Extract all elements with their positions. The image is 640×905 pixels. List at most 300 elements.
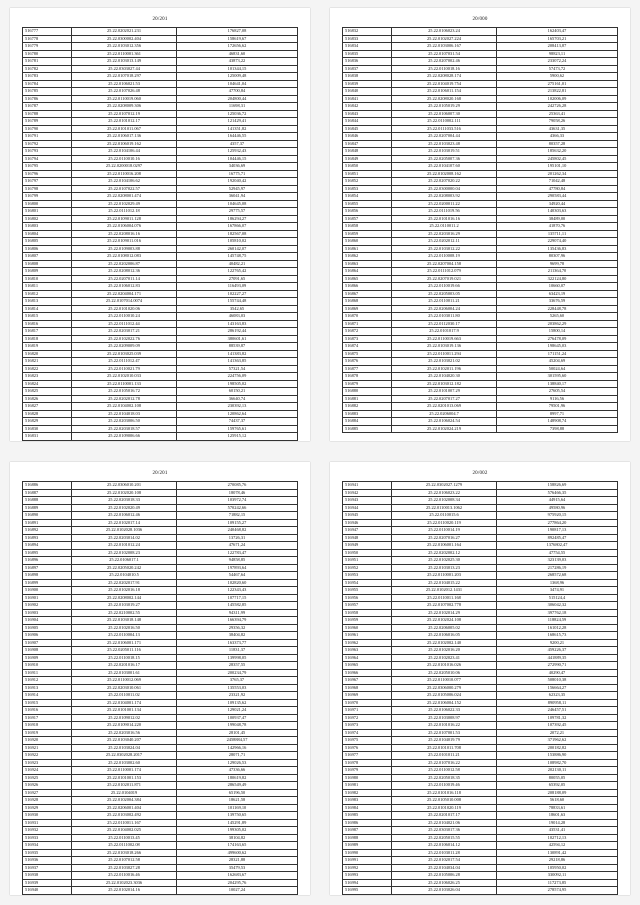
account-code-cell: 25.22.0103018.266 (72, 849, 177, 857)
record-id-cell: 516874 (343, 343, 392, 351)
amount-cell: 5265,60 (497, 313, 618, 321)
amount-cell: 138840,17 (497, 380, 618, 388)
record-id-cell: 516948 (343, 534, 392, 542)
amount-cell: 46083,03 (177, 313, 298, 321)
amount-cell: 202130,11 (497, 767, 618, 775)
amount-cell: 570242,66 (177, 504, 298, 512)
account-code-cell: 25.22.0110019.66 (392, 283, 497, 291)
account-code-cell: 25.22.0103008.97 (392, 714, 497, 722)
amount-cell: 45204,69 (497, 358, 618, 366)
amount-cell: 142966,16 (177, 744, 298, 752)
amount-cell: 102712,13 (497, 834, 618, 842)
amount-cell: 23321,92 (177, 692, 298, 700)
account-code-cell: 25.22.0111012.44 (72, 320, 177, 328)
account-code-cell: 25.22.0102024.219 (392, 425, 497, 433)
page-number: 20/201 (152, 471, 168, 476)
amount-cell: 230392,13 (177, 403, 298, 411)
account-code-cell: 25.22.0110013.1062 (392, 504, 497, 512)
account-code-cell: 25.22.0207004.44 (392, 133, 497, 141)
table-row (343, 125, 618, 133)
table-row (23, 283, 298, 291)
amount-cell: 42594,12 (497, 842, 618, 850)
record-id-cell: 516939 (23, 879, 72, 887)
table-row (23, 260, 298, 268)
table-row (23, 879, 298, 887)
account-code-cell: 25.22.0103040.207 (72, 737, 177, 745)
amount-cell: 4357,37 (177, 140, 298, 148)
amount-cell: 28101,45 (177, 729, 298, 737)
record-id-cell: 516930 (23, 812, 72, 820)
table-row (343, 230, 618, 238)
table-row (23, 812, 298, 820)
amount-cell: 36640,74 (177, 395, 298, 403)
table-row (23, 103, 298, 111)
account-code-cell: 25.22.0110011.294 (392, 350, 497, 358)
record-id-cell: 516892 (23, 527, 72, 535)
record-id-cell: 516871 (343, 320, 392, 328)
account-code-cell: 25.22.0110012.58 (392, 767, 497, 775)
record-id-cell: 516806 (23, 245, 72, 253)
record-id-cell: 516839 (343, 80, 392, 88)
amount-cell: 40482,21 (177, 260, 298, 268)
amount-cell: 35479,53 (177, 864, 298, 872)
table-row (343, 215, 618, 223)
table-row (343, 677, 618, 685)
record-id-cell: 516869 (343, 305, 392, 313)
account-code-cell: 25.22.0110011.21 (392, 298, 497, 306)
account-code-cell: 25.22.0103018.148 (72, 617, 177, 625)
account-code-cell: 25.22.0101016.118 (392, 789, 497, 797)
amount-cell: 199048,78 (177, 722, 298, 730)
account-code-cell: 25.22.0105006.28 (392, 872, 497, 880)
table-row (343, 155, 618, 163)
account-code-cell: 25.22.0106012.83 (72, 283, 177, 291)
record-id-cell: 516904 (23, 617, 72, 625)
amount-cell: 29775,57 (177, 208, 298, 216)
table-row (343, 579, 618, 587)
record-id-cell: 516798 (23, 185, 72, 193)
table-row (343, 857, 618, 865)
record-id-cell: 516822 (23, 365, 72, 373)
amount-cell: 204800,44 (177, 95, 298, 103)
table-row (23, 230, 298, 238)
amount-cell: 38104,82 (177, 834, 298, 842)
record-id-cell: 516977 (343, 752, 392, 760)
account-code-cell: 25.22.0303017.36 (392, 827, 497, 835)
table-row (343, 328, 618, 336)
record-id-cell: 516965 (343, 662, 392, 670)
amount-cell: 141351,82 (177, 125, 298, 133)
table-row (343, 759, 618, 767)
account-code-cell: 25.22.0210002.55 (72, 609, 177, 617)
table-row (23, 662, 298, 670)
account-code-cell: 25.22.0110011.168 (392, 594, 497, 602)
amount-cell: 15800,14 (497, 328, 618, 336)
table-row (23, 373, 298, 381)
account-code-cell: 25.22.0111012.079 (392, 268, 497, 276)
record-id-cell: 516995 (343, 887, 392, 895)
table-row (23, 489, 298, 497)
account-code-cell: 25.22.0104002.108 (72, 403, 177, 411)
account-code-cell: 25.22.0109012.02 (72, 714, 177, 722)
amount-cell: 125915,12 (177, 433, 298, 441)
account-code-cell: 25.22.0104018.03 (72, 410, 177, 418)
record-id-cell: 516929 (23, 804, 72, 812)
amount-cell: 117273,85 (497, 879, 618, 887)
record-id-cell: 516980 (343, 774, 392, 782)
amount-cell: 166394,79 (177, 617, 298, 625)
record-id-cell: 516852 (343, 178, 392, 186)
table-row (23, 767, 298, 775)
account-code-cell: 25.22.0105010.008 (392, 797, 497, 805)
record-id-cell: 516986 (343, 819, 392, 827)
table-row (23, 305, 298, 313)
amount-cell: 116493,09 (177, 283, 298, 291)
amount-cell: 125932,43 (177, 148, 298, 156)
account-code-cell: 25.22.0104021.06 (392, 819, 497, 827)
account-code-cell: 25.22.0101016.16 (392, 215, 497, 223)
table-row (343, 639, 618, 647)
document-page-1 (10, 8, 310, 441)
document-page-2 (330, 8, 630, 441)
account-code-cell: 25.22.0104020.30 (392, 373, 497, 381)
table-row (343, 395, 618, 403)
table-row (23, 253, 298, 261)
record-id-cell: 516901 (23, 594, 72, 602)
table-row (343, 223, 618, 231)
amount-cell: 65392,05 (497, 782, 618, 790)
record-id-cell: 516793 (23, 148, 72, 156)
table-row (23, 737, 298, 745)
amount-cell: 63423,19 (497, 290, 618, 298)
account-code-cell: 25.22.0103013.23 (392, 564, 497, 572)
table-row (343, 774, 618, 782)
table-row (343, 789, 618, 797)
record-id-cell: 516931 (23, 819, 72, 827)
amount-cell: 40290,47 (497, 669, 618, 677)
amount-cell: 125036,72 (177, 110, 298, 118)
account-code-cell: 25.22.0203016.56 (72, 729, 177, 737)
account-code-cell: 25.22.0102023.41 (392, 654, 497, 662)
amount-cell: 153886,90 (497, 752, 618, 760)
account-code-cell: 25.22.0110001.203 (392, 572, 497, 580)
amount-cell: 141383,82 (177, 350, 298, 358)
account-code-cell: 25.22.0102011.196 (392, 365, 497, 373)
account-code-cell: 25.22.0111033.516 (392, 125, 497, 133)
record-id-cell: 516857 (343, 215, 392, 223)
record-id-cell: 516819 (23, 343, 72, 351)
account-code-cell: 25.22.0306000.279 (392, 684, 497, 692)
table-row (23, 298, 298, 306)
account-code-cell: 25.22.0106007.30 (392, 110, 497, 118)
account-code-cell: 25.22.0104002.025 (72, 827, 177, 835)
amount-cell: 172656,62 (177, 43, 298, 51)
record-id-cell: 516955 (343, 587, 392, 595)
account-code-cell: 25.22.0111012.47 (72, 358, 177, 366)
account-code-cell: 25.22.0110011.02 (72, 692, 177, 700)
amount-cell: 109781,32 (497, 714, 618, 722)
table-row (343, 58, 618, 66)
record-id-cell: 516895 (23, 549, 72, 557)
amount-cell: 122765,42 (177, 268, 298, 276)
account-code-cell: 25.22.0106017.136 (72, 133, 177, 141)
account-code-cell: 25.22.0110010.077 (392, 677, 497, 685)
amount-cell: 121429,41 (177, 118, 298, 126)
account-code-cell: 25.22.0109011.128 (72, 215, 177, 223)
record-id-cell: 516914 (23, 692, 72, 700)
amount-cell: 103972,74 (177, 497, 298, 505)
amount-cell: 171151,24 (497, 350, 618, 358)
account-code-cell: 25.22.0110004.13 (72, 632, 177, 640)
account-code-cell: 25.22.0101001.134 (72, 707, 177, 715)
account-code-cell: 25.22.0104019 (72, 789, 177, 797)
amount-cell: 145748,75 (177, 253, 298, 261)
amount-cell: 47700,84 (177, 88, 298, 96)
account-code-cell: 25.22.0107022.57 (72, 185, 177, 193)
amount-cell: 33676,59 (497, 298, 618, 306)
account-code-cell: 25.22.0102020.49 (72, 504, 177, 512)
record-id-cell: 516862 (343, 253, 392, 261)
table-row (343, 624, 618, 632)
record-id-cell: 516990 (343, 849, 392, 857)
record-id-cell: 516961 (343, 632, 392, 640)
table-row (23, 50, 298, 58)
amount-cell: 217286,19 (497, 564, 618, 572)
record-id-cell: 516882 (343, 403, 392, 411)
table-row (343, 572, 618, 580)
record-id-cell: 516920 (23, 737, 72, 745)
account-code-cell: 25.22.0300002.404 (72, 35, 177, 43)
table-row (23, 43, 298, 51)
amount-cell: 94858,85 (177, 557, 298, 565)
record-id-cell: 516928 (23, 797, 72, 805)
amount-cell: 275161,01 (497, 80, 618, 88)
account-code-cell: 25.22.0104107.60 (392, 163, 497, 171)
amount-cell: 1368,96 (497, 579, 618, 587)
account-code-cell: 25.22.0101016.22 (392, 722, 497, 730)
table-row (343, 527, 618, 535)
record-id-cell: 516791 (23, 133, 72, 141)
account-code-cell: 25.22.0106004.152 (392, 699, 497, 707)
table-row (23, 335, 298, 343)
table-row (343, 103, 618, 111)
table-row (343, 305, 618, 313)
amount-cell: 43873,22 (177, 58, 298, 66)
record-id-cell: 516966 (343, 669, 392, 677)
amount-cell: 330092,11 (497, 872, 618, 880)
account-code-cell: 25.22.0103026.04 (392, 887, 497, 895)
record-id-cell: 516959 (343, 617, 392, 625)
amount-cell: 174163,65 (177, 842, 298, 850)
record-id-cell: 516926 (23, 782, 72, 790)
amount-cell: 441889,35 (497, 654, 618, 662)
table-row (23, 388, 298, 396)
account-code-cell: 25.22.0106023.24 (392, 28, 497, 36)
account-code-cell: 25.22.0106021.53 (72, 80, 177, 88)
amount-cell: 2458884,57 (177, 737, 298, 745)
table-row (343, 737, 618, 745)
record-id-cell: 516784 (23, 80, 72, 88)
table-row (343, 542, 618, 550)
account-code-cell: 25.22.0110018.16 (392, 65, 497, 73)
amount-cell: 135436,83 (497, 245, 618, 253)
amount-cell: 499600,62 (177, 849, 298, 857)
table-row (343, 313, 618, 321)
record-id-cell: 516971 (343, 707, 392, 715)
amount-cell: 120862,64 (177, 410, 298, 418)
record-id-cell: 516780 (23, 50, 72, 58)
amount-cell: 156664,27 (497, 684, 618, 692)
table-row (23, 857, 298, 865)
amount-cell: 125009,48 (177, 73, 298, 81)
account-code-cell: 25.22.0102022.76 (72, 335, 177, 343)
account-code-cell: 25.22.0103027.28 (72, 864, 177, 872)
record-id-cell: 516846 (343, 133, 392, 141)
record-id-cell: 516824 (23, 380, 72, 388)
record-id-cell: 516951 (343, 557, 392, 565)
account-code-cell: 25.22.0110010.16 (72, 155, 177, 163)
record-id-cell: 516829 (23, 418, 72, 426)
amount-cell: 80055,05 (497, 774, 618, 782)
record-id-cell: 516796 (23, 170, 72, 178)
amount-cell: 1376802,47 (497, 542, 618, 550)
record-id-cell: 516907 (23, 639, 72, 647)
record-id-cell: 516885 (343, 425, 392, 433)
amount-cell: 36041,94 (177, 193, 298, 201)
record-id-cell: 516905 (23, 624, 72, 632)
account-code-cell: 25.22.0102016.50 (72, 624, 177, 632)
table-row (343, 827, 618, 835)
record-id-cell: 516855 (343, 200, 392, 208)
account-code-cell: 25.22.0102002.140 (392, 639, 497, 647)
amount-cell: 46831,60 (177, 50, 298, 58)
record-id-cell: 516957 (343, 602, 392, 610)
table-row (343, 253, 618, 261)
record-id-cell: 516854 (343, 193, 392, 201)
table-row (343, 819, 618, 827)
amount-cell: 129026,53 (177, 759, 298, 767)
table-row (23, 707, 298, 715)
table-row (23, 572, 298, 580)
amount-cell: 34036,69 (177, 163, 298, 171)
table-row (343, 849, 618, 857)
account-code-cell: 25.22.0110011.2 (392, 223, 497, 231)
record-id-cell: 516913 (23, 684, 72, 692)
account-code-cell: 25.22.0106004.076 (72, 223, 177, 231)
record-id-cell: 516826 (23, 395, 72, 403)
amount-cell: 109155,27 (177, 519, 298, 527)
amount-cell: 286192,44 (177, 328, 298, 336)
table-row (343, 879, 618, 887)
table-row (343, 88, 618, 96)
amount-cell: 29356,32 (177, 624, 298, 632)
record-id-cell: 516973 (343, 722, 392, 730)
table-row (23, 504, 298, 512)
amount-cell: 41870,76 (497, 223, 618, 231)
account-code-cell: 25.22.0110011.167 (72, 819, 177, 827)
record-id-cell: 516840 (343, 88, 392, 96)
account-code-cell: 25.22.0110014.19 (392, 527, 497, 535)
record-id-cell: 516821 (23, 358, 72, 366)
record-id-cell: 516831 (23, 433, 72, 441)
amount-cell: 57473,72 (497, 65, 618, 73)
amount-cell: 102227,27 (177, 290, 298, 298)
account-code-cell: 25.22.0103012.22 (392, 245, 497, 253)
table-row (23, 624, 298, 632)
amount-cell: 29218,86 (497, 857, 618, 865)
record-id-cell: 516968 (343, 684, 392, 692)
table-row (23, 602, 298, 610)
table-row (23, 549, 298, 557)
table-row (343, 208, 618, 216)
table-row (343, 268, 618, 276)
record-id-cell: 516845 (343, 125, 392, 133)
amount-cell: 201262,34 (497, 170, 618, 178)
table-row (343, 609, 618, 617)
table-row (23, 609, 298, 617)
amount-cell: 204295,76 (177, 879, 298, 887)
record-id-cell: 516899 (23, 579, 72, 587)
record-id-cell: 516860 (343, 238, 392, 246)
table-row (23, 268, 298, 276)
record-id-cell: 516790 (23, 125, 72, 133)
amount-cell: 11698,31 (177, 103, 298, 111)
account-code-cell: 25.22.0203018.57 (72, 425, 177, 433)
amount-cell: 80307,96 (497, 253, 618, 261)
table-row (23, 110, 298, 118)
amount-cell: 277864,20 (497, 519, 618, 527)
account-code-cell: 25.22.0106017.1 (72, 557, 177, 565)
table-row (23, 804, 298, 812)
record-id-cell: 516841 (343, 95, 392, 103)
table-row (343, 335, 618, 343)
amount-cell: 105810,02 (177, 238, 298, 246)
account-code-cell: 25.22.0105016.72 (72, 388, 177, 396)
table-row (343, 782, 618, 790)
table-row (343, 497, 618, 505)
table-row (23, 35, 298, 43)
record-id-cell: 516889 (23, 504, 72, 512)
table-row (23, 692, 298, 700)
account-code-cell: 25.22.0110015.6 (392, 512, 497, 520)
account-code-cell: 25.22.0102020.108 (72, 489, 177, 497)
amount-cell: 163373,77 (177, 639, 298, 647)
table-row (23, 433, 298, 441)
table-row (23, 482, 298, 490)
account-code-cell: 25.22.0107016.22 (392, 759, 497, 767)
amount-cell: 94311,99 (177, 609, 298, 617)
table-row (23, 223, 298, 231)
record-id-cell: 516887 (23, 489, 72, 497)
record-id-cell: 516864 (343, 268, 392, 276)
table-row (343, 380, 618, 388)
record-id-cell: 516809 (23, 268, 72, 276)
record-id-cell: 516866 (343, 283, 392, 291)
amount-cell: 79058,26 (497, 118, 618, 126)
table-row (343, 118, 618, 126)
account-code-cell: 25.22.0105019.29 (392, 103, 497, 111)
amount-cell: 165703,21 (497, 35, 618, 43)
table-row (343, 73, 618, 81)
table-row (23, 872, 298, 880)
record-id-cell: 516898 (23, 572, 72, 580)
table-row (343, 729, 618, 737)
record-id-cell: 516800 (23, 200, 72, 208)
record-id-cell: 516799 (23, 193, 72, 201)
account-code-cell: 25.22.0201017.17 (392, 812, 497, 820)
record-id-cell: 516936 (23, 857, 72, 865)
account-code-cell: 25.22.0106019.162 (72, 140, 177, 148)
